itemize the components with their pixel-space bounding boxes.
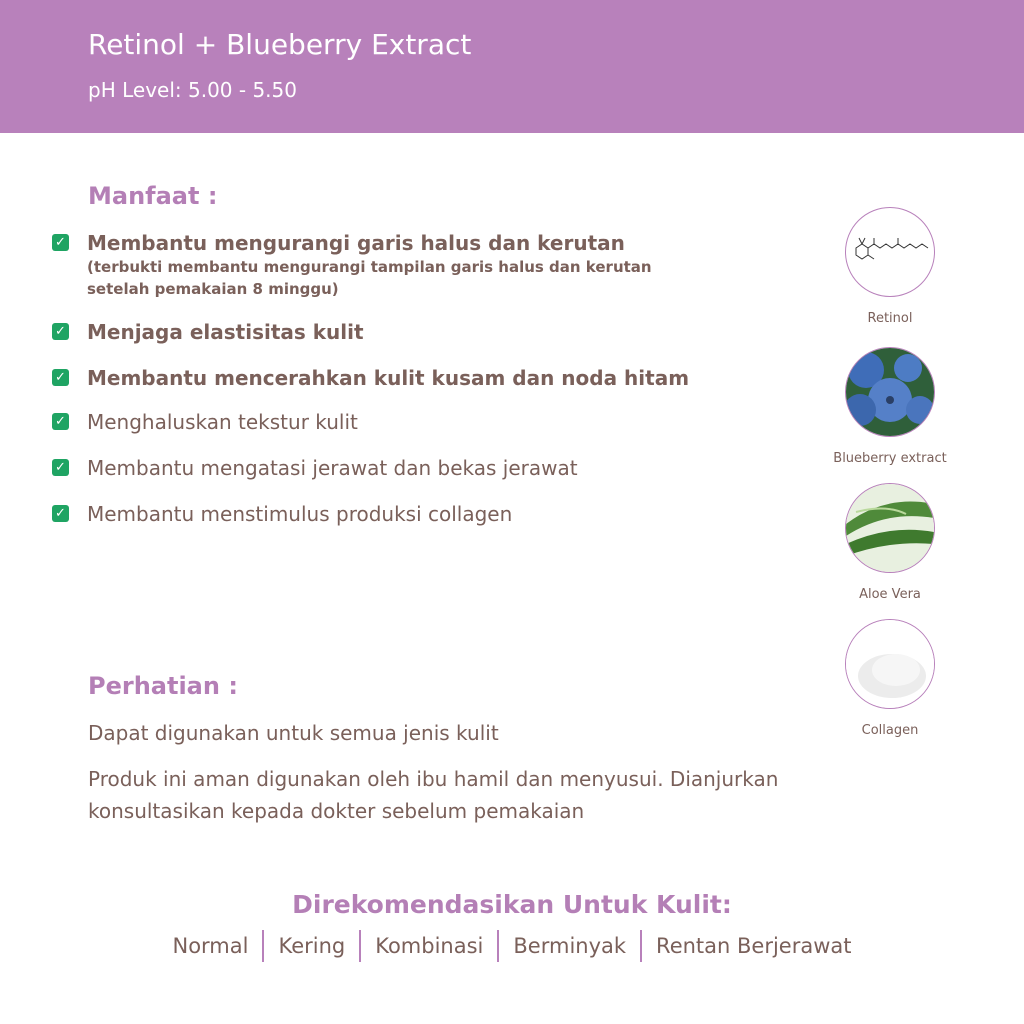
check-icon: ✓ [52, 413, 69, 430]
ingredient-retinol [830, 207, 950, 326]
skin-type-list [0, 930, 1024, 962]
ingredient-label: Retinol [867, 311, 913, 326]
benefit-text: Membantu menstimulus produksi collagen [87, 502, 513, 526]
collagen-powder-icon [845, 619, 935, 709]
benefit-text: Menghaluskan tekstur kulit [87, 410, 358, 434]
header-banner [0, 0, 1024, 133]
skin-type: Rentan Berjerawat [656, 934, 852, 958]
check-icon: ✓ [52, 505, 69, 522]
skin-type: Kombinasi [375, 934, 484, 958]
blueberry-icon [845, 347, 935, 437]
benefit-note: (terbukti membantu mengurangi tampilan garis halus dan kerutan setelah pemakaian 8 minggu) [87, 258, 652, 298]
benefit-item [52, 501, 512, 527]
product-title: Retinol + Blueberry Extract [88, 28, 472, 61]
benefit-item [52, 230, 707, 300]
benefit-text: Membantu mengatasi jerawat dan bekas jerawat [87, 456, 578, 480]
benefits-title: Manfaat : [88, 182, 218, 210]
benefit-text: Membantu mencerahkan kulit kusam dan noda hitam [87, 366, 690, 390]
ingredient-aloe-vera [830, 483, 950, 602]
caution-line: Dapat digunakan untuk semua jenis kulit [88, 721, 499, 745]
aloe-vera-icon [845, 483, 935, 573]
benefit-item [52, 409, 358, 435]
caution-line: Produk ini aman digunakan oleh ibu hamil dan menyusui. Dianjurkan konsultasikan kepada dokter sebelum pemakaian [88, 767, 779, 823]
benefit-item [52, 365, 689, 391]
ph-level: pH Level: 5.00 - 5.50 [88, 78, 297, 102]
check-icon: ✓ [52, 369, 69, 386]
ingredient-label: Blueberry extract [833, 451, 947, 466]
skin-type: Kering [278, 934, 346, 958]
ingredient-label: Collagen [861, 723, 919, 738]
recommended-title: Direkomendasikan Untuk Kulit: [292, 890, 732, 919]
benefit-item [52, 455, 578, 481]
check-icon: ✓ [52, 323, 69, 340]
retinol-molecule-icon [845, 207, 935, 297]
ingredient-blueberry [830, 347, 950, 466]
benefit-item [52, 319, 364, 345]
ingredient-collagen [830, 619, 950, 738]
benefit-text: Membantu mengurangi garis halus dan kerutan [87, 231, 625, 255]
ingredient-label: Aloe Vera [859, 587, 921, 602]
skin-type: Normal [172, 934, 249, 958]
check-icon: ✓ [52, 234, 69, 251]
caution-title: Perhatian : [88, 672, 238, 700]
skin-type: Berminyak [513, 934, 627, 958]
benefit-text: Menjaga elastisitas kulit [87, 320, 364, 344]
check-icon: ✓ [52, 459, 69, 476]
